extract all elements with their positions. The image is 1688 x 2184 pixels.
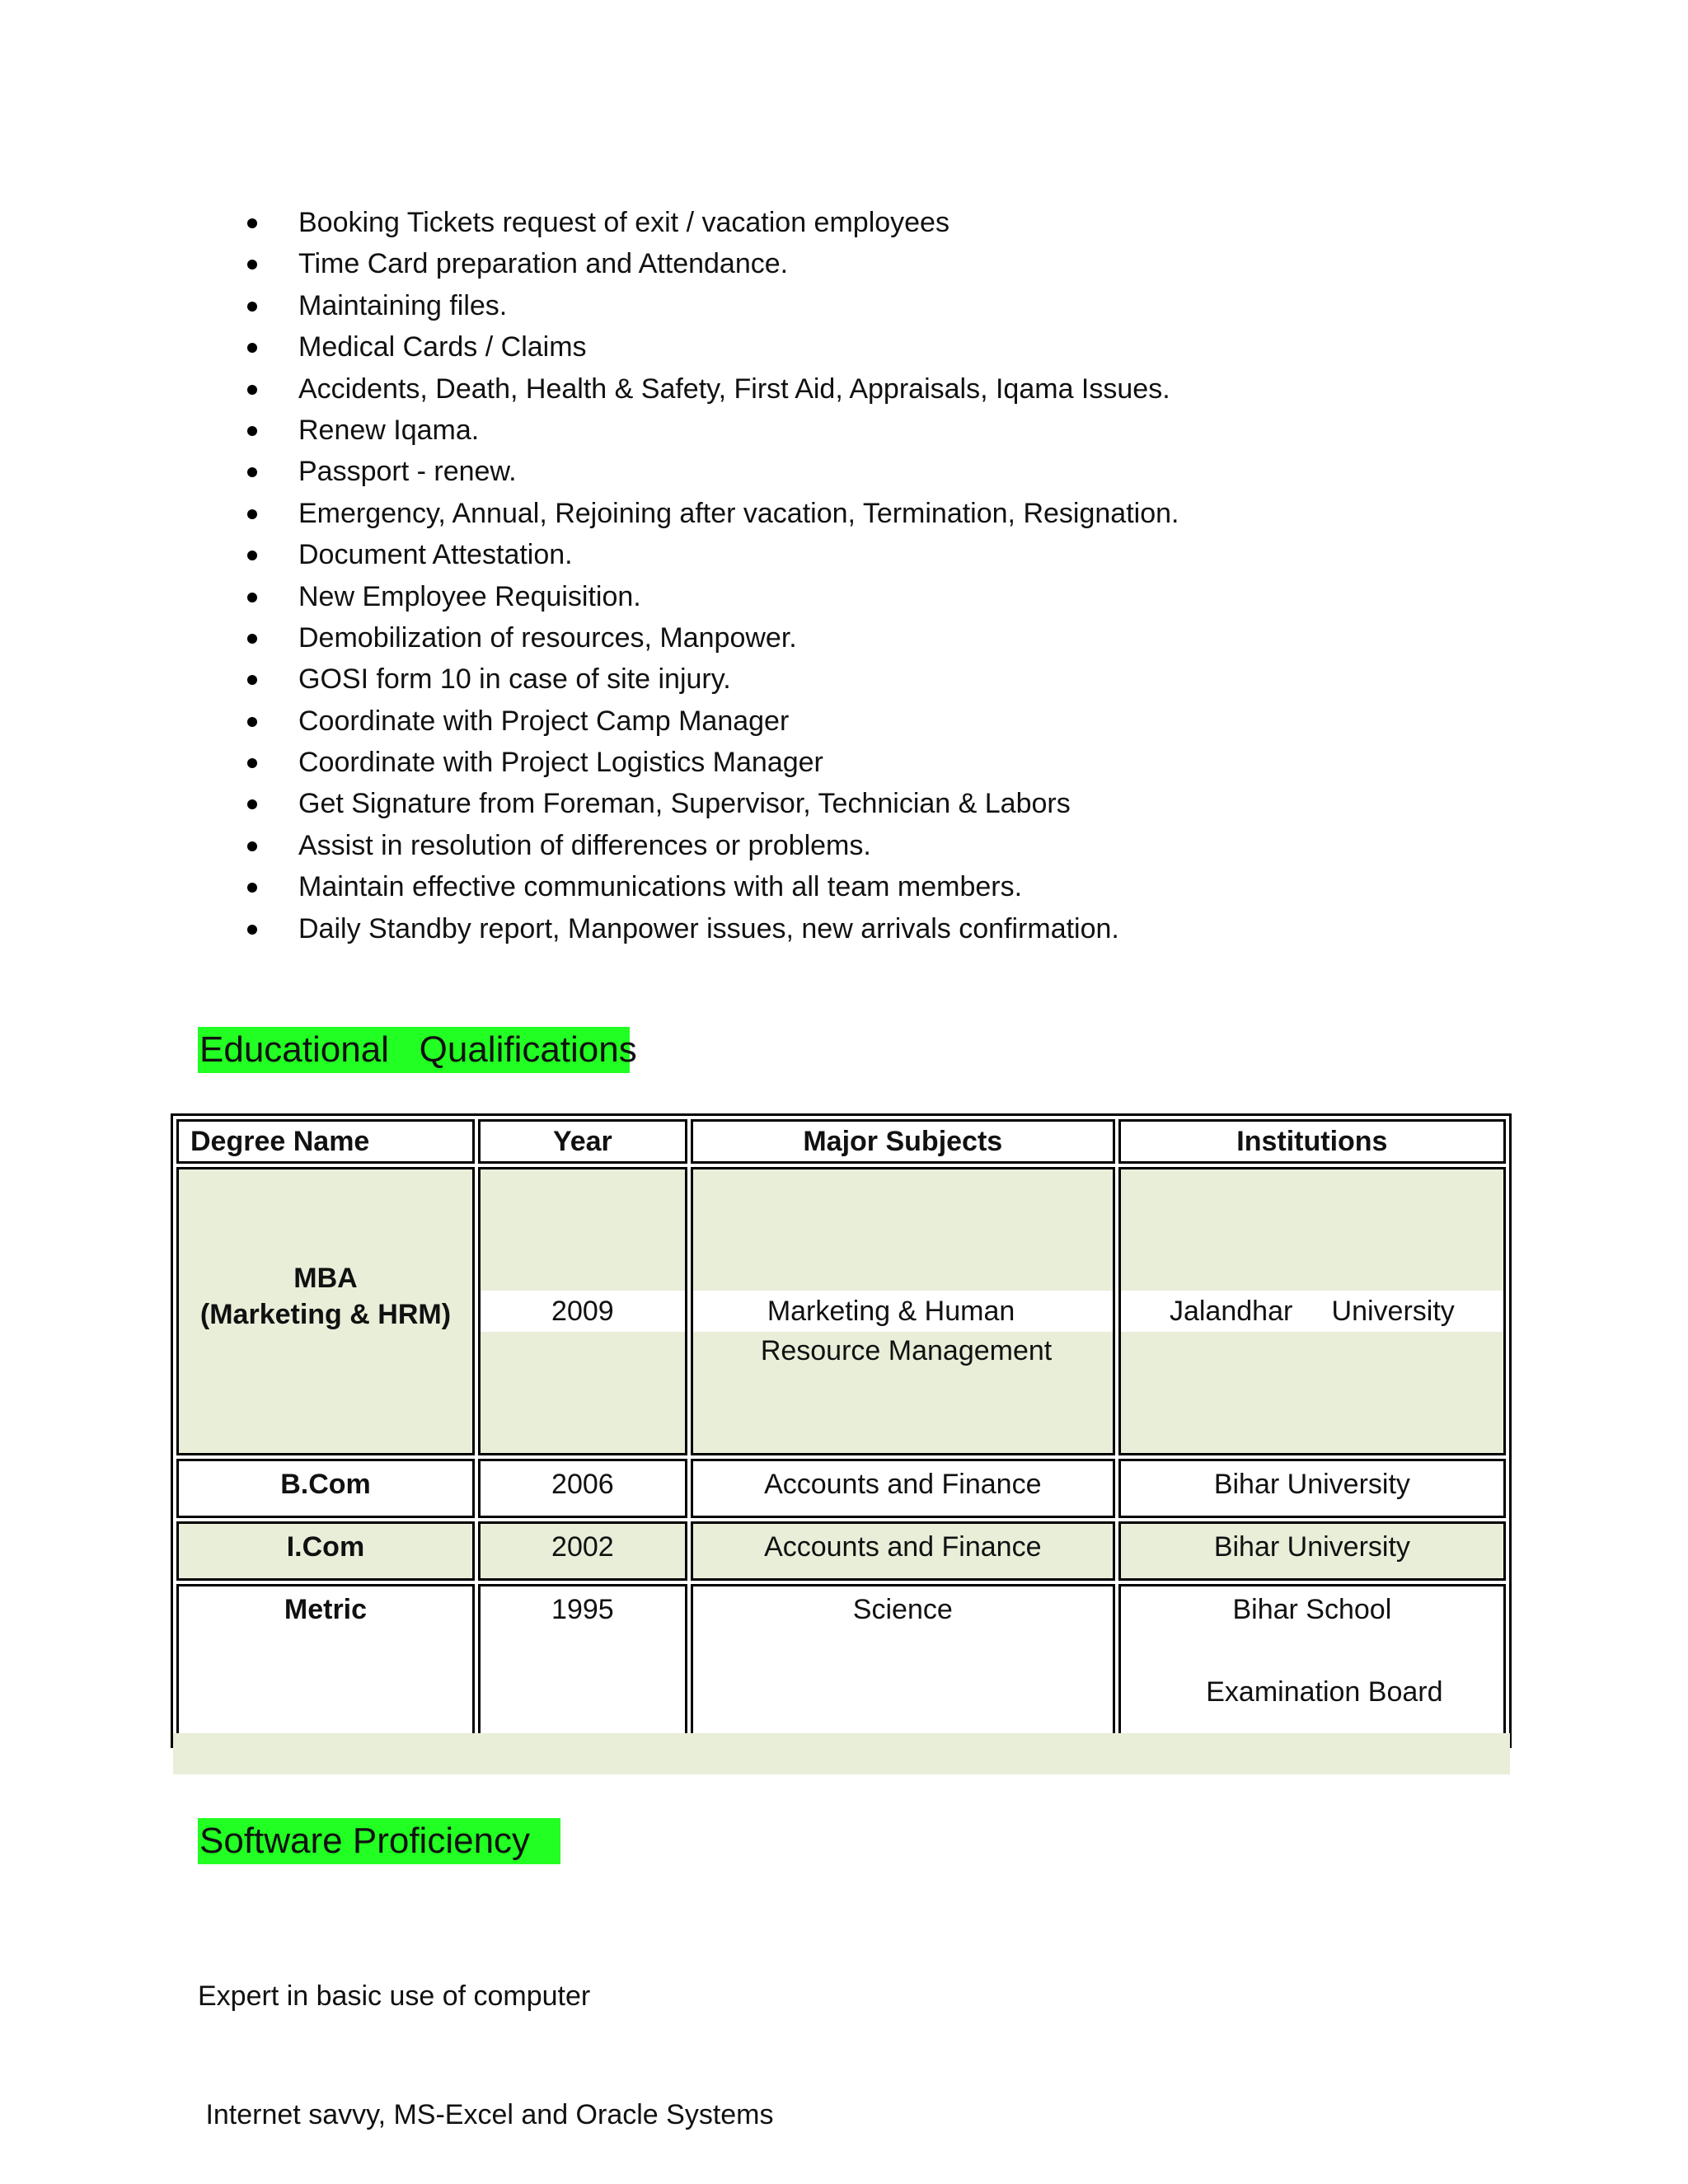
list-item: Maintaining files. <box>247 285 1484 326</box>
list-item: GOSI form 10 in case of site injury. <box>247 658 1484 700</box>
list-item: Medical Cards / Claims <box>247 326 1484 368</box>
year-value: 2009 <box>551 1296 614 1327</box>
degree-specialization: (Marketing & HRM) <box>199 1299 452 1330</box>
year-cell: 2006 <box>478 1459 687 1518</box>
bullet-icon <box>247 302 257 312</box>
institution-cell: Bihar University <box>1118 1459 1506 1518</box>
table-row <box>176 1459 1506 1518</box>
bullet-icon <box>247 509 257 519</box>
degree-name: MBA <box>293 1263 358 1294</box>
list-item: Passport - renew. <box>247 451 1484 492</box>
bullet-icon <box>247 593 257 602</box>
bullet-icon <box>247 551 257 560</box>
education-table <box>171 1113 1512 1748</box>
column-header-degree: Degree Name <box>176 1119 475 1164</box>
software-description <box>198 1897 774 2174</box>
software-line: Internet savvy, MS-Excel and Oracle Systems <box>198 2099 774 2130</box>
list-item: Get Signature from Foreman, Supervisor, Technician & Labors <box>247 783 1484 824</box>
subject-cell: Accounts and Finance <box>691 1521 1115 1581</box>
table-shading-bar <box>173 1733 1510 1774</box>
bullet-icon <box>247 426 257 436</box>
column-header-year: Year <box>478 1119 687 1164</box>
bullet-icon <box>247 675 257 685</box>
column-header-subjects: Major Subjects <box>691 1119 1115 1164</box>
list-item: Time Card preparation and Attendance. <box>247 243 1484 284</box>
degree-cell: Metric <box>176 1584 475 1742</box>
year-cell: 2002 <box>478 1521 687 1581</box>
list-item: Coordinate with Project Logistics Manager <box>247 742 1484 783</box>
list-item: Emergency, Annual, Rejoining after vacation, Termination, Resignation. <box>247 493 1484 534</box>
bullet-icon <box>247 634 257 644</box>
list-item: Daily Standby report, Manpower issues, new arrivals confirmation. <box>247 908 1484 949</box>
duties-list <box>247 202 1484 949</box>
degree-cell: B.Com <box>176 1459 475 1518</box>
table-row <box>176 1584 1506 1742</box>
bullet-icon <box>247 883 257 893</box>
degree-cell: I.Com <box>176 1521 475 1581</box>
bullet-icon <box>247 758 257 768</box>
list-item: Document Attestation. <box>247 534 1484 575</box>
table-header-row <box>176 1119 1506 1164</box>
list-item: Assist in resolution of differences or problems. <box>247 825 1484 866</box>
list-item: New Employee Requisition. <box>247 576 1484 617</box>
institution-cell <box>1118 1167 1506 1455</box>
bullet-icon <box>247 799 257 809</box>
institution-cell <box>1118 1584 1506 1742</box>
bullet-icon <box>247 925 257 935</box>
list-item: Booking Tickets request of exit / vacation employees <box>247 202 1484 243</box>
year-cell: 1995 <box>478 1584 687 1742</box>
list-item: Maintain effective communications with all team members. <box>247 866 1484 907</box>
subject-cell <box>691 1167 1115 1455</box>
institution-value-line2: Examination Board <box>1206 1676 1443 1708</box>
bullet-icon <box>247 841 257 851</box>
institution-cell: Bihar University <box>1118 1521 1506 1581</box>
bullet-icon <box>247 260 257 269</box>
subject-value-line2: Resource Management <box>760 1335 1053 1366</box>
subject-cell: Accounts and Finance <box>691 1459 1115 1518</box>
software-line: Expert in basic use of computer <box>198 1980 591 2012</box>
subject-value: Marketing & Human <box>767 1296 1015 1327</box>
bullet-icon <box>247 717 257 727</box>
list-item: Coordinate with Project Camp Manager <box>247 701 1484 742</box>
year-cell <box>478 1167 687 1455</box>
bullet-icon <box>247 343 257 353</box>
column-header-institutions: Institutions <box>1118 1119 1506 1164</box>
table-row <box>176 1521 1506 1581</box>
list-item: Demobilization of resources, Manpower. <box>247 617 1484 658</box>
list-item: Accidents, Death, Health & Safety, First Aid, Appraisals, Iqama Issues. <box>247 368 1484 410</box>
subject-cell: Science <box>691 1584 1115 1742</box>
institution-value: Jalandhar University <box>1169 1296 1455 1327</box>
bullet-icon <box>247 385 257 395</box>
table-row <box>176 1167 1506 1455</box>
education-section-title: Educational Qualifications <box>198 1027 630 1073</box>
software-section-title: Software Proficiency <box>198 1818 560 1864</box>
bullet-icon <box>247 467 257 477</box>
list-item: Renew Iqama. <box>247 410 1484 451</box>
bullet-icon <box>247 218 257 228</box>
degree-cell <box>176 1167 475 1455</box>
institution-value: Bihar School <box>1232 1594 1392 1625</box>
